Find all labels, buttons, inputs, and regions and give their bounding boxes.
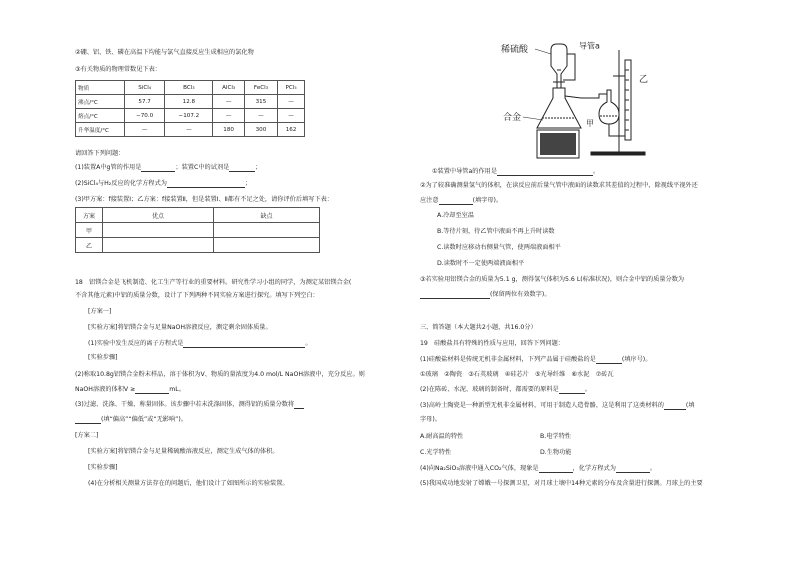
right-q2-a: ②为了较准确测量氢气的体积，在读反应前后量气管中液面的读数求其差值的过程中，除视线平视外还 [420,182,698,189]
question-19-1 [420,356,651,364]
right-q2-b-text: 应注意 [420,197,439,204]
table-cell: — [165,123,213,137]
separatory-funnel-icon [551,44,575,88]
plan-1-principle: [实验方案]将铝镁合金与足量NaOH溶液反应，测定剩余固体质量。 [88,324,272,331]
question-19-2-end: 。 [584,386,591,393]
table-cell: 180 [213,123,244,137]
table-cell: — [213,109,244,123]
plan-1-steps: [实验步骤] [88,354,118,361]
answer-blank[interactable] [616,466,650,473]
answer-blank[interactable] [664,403,686,410]
plan-2-steps: [实验步骤] [88,464,118,471]
plan-1-question-3-a [75,401,304,409]
table-header-cell: 方案 [76,208,103,223]
right-q3-b-text: (保留两位有效数字)。 [490,291,551,298]
plan-2-principle: [实验方案]将铝镁合金与足量稀硫酸溶液反应，测定生成气体的体积。 [88,448,279,455]
question-19-option-b: B.电学特性 [540,433,571,440]
label-yi: 乙 [639,75,649,85]
table-cell: 乙 [76,238,103,253]
plan-2-question-4: (4)在分析相关测量方法存在的问题后，他们设计了如图所示的实验装置。 [88,480,289,487]
question-19-4-mid: ，化学方程式为 [572,465,616,472]
plan-1-question-3-a-text: (3)过滤、洗涤、干燥、称量固体。该步骤中若未洗涤固体，测得铝的质量分数将 [75,401,295,408]
table-header-cell: 缺点 [214,208,320,223]
table-cell[interactable] [214,223,320,238]
answer-blank[interactable] [183,341,305,348]
table-header-cell: AlCl₃ [213,81,244,95]
question-19-2-text: (2)在陈砖、水泥、玻璃的制备时，都需要的原料是 [420,386,559,393]
item-3-text: ③有关物质的物理常数见下表： [75,66,161,73]
right-q1-end: 。 [593,168,600,175]
apparatus-diagram [495,40,665,168]
table-cell: 315 [244,95,277,109]
answer-blank[interactable] [559,387,585,394]
item-2-text: ②硼、铝、铁、磷在高温下均能与氯气直接反应生成相应的氯化物 [75,49,254,56]
table-cell: 甲 [76,223,103,238]
table-cell: 升华温度/°C [76,123,125,137]
answer-blank[interactable] [439,198,473,205]
table-cell[interactable] [103,238,214,253]
question-19-3-a-text: (3)高岭土陶瓷是一种新型无机非金属材料，可用于制造人造骨骼，这是利用了这类材料的 [420,402,664,409]
label-dilute-acid: 稀硫酸 [501,45,529,55]
heater-block-icon [537,130,579,158]
plan-1-question-1-end: 。 [305,340,312,347]
table-cell: — [278,95,305,109]
question-19-3-b-text: (填 [685,402,695,409]
table-header-cell: 优点 [103,208,214,223]
question-18-line-1: 18 铝镁合金是飞机制造、化工生产等行业的重要材料。研究性学习小组的同学，为测定某铝镁合金( [75,279,352,286]
question-19-3-a [420,402,695,410]
plan-1-question-2-unit: mL。 [169,386,185,393]
plan-1-question-3-b [75,416,187,424]
prompt-text: 请回答下列问题： [75,150,125,157]
question-19-1-end: (填序号)。 [621,356,652,363]
question-19-1-text: (1)硅酸盐材料是传统无机非金属材料，下列产品属于硅酸盐的是 [420,356,596,363]
table-cell: — [278,109,305,123]
answer-blank[interactable] [75,417,101,424]
question-2-end: ； [244,180,252,187]
table-cell: −107.2 [165,109,213,123]
question-19-options: ①玻璃 ②陶瓷 ③石英玻璃 ④硅芯片 ⑤光导纤维 ⑥水泥 ⑦砖瓦 [420,371,614,378]
table-header-row [76,81,305,95]
question-1-part-b: ；装置C中的试剂是 [175,164,230,171]
leveling-bulb-icon [599,90,621,136]
table-header-cell: BCl₃ [165,81,213,95]
question-19-4-text: (4)向Na₂SiO₃溶液中通入CO₂气体，现象是 [420,465,539,472]
answer-blank[interactable] [497,169,593,176]
evaluation-table [75,207,320,253]
table-cell: — [244,109,277,123]
table-row [76,95,305,109]
plan-1-question-1 [88,340,312,348]
question-19-3-c: 字母)。 [420,416,441,423]
question-1-part-a: (1)装置A中g管的作用是 [75,164,142,171]
answer-blank[interactable] [141,165,175,172]
table-cell: — [125,123,165,137]
answer-blank[interactable] [229,165,255,172]
table-row [76,109,305,123]
answer-blank[interactable] [420,292,490,299]
label-jia: 甲 [586,119,594,128]
right-q2-b-end: (填字母)。 [472,197,503,204]
label-conduit-a: 导管a [579,41,600,51]
table-cell: 12.8 [165,95,213,109]
right-q2-b [420,197,502,205]
question-1-end: ； [255,164,262,171]
table-cell: 熔点/°C [76,109,125,123]
answer-blank[interactable] [167,181,245,188]
question-19-option-c: C.光学特性 [420,449,452,456]
question-18-line-2: 不含其他元素)中铝的质量分数，设计了下列两种不同实验方案进行探究。填写下列空白： [75,292,319,299]
table-cell: 300 [244,123,277,137]
option-a: A.冷却至室温 [437,212,475,219]
question-19: 19 硅酸盐具有特殊的性质与应用，回答下列问题： [420,340,564,347]
table-header-cell: 物质 [76,81,125,95]
option-d: D.读数时不一定使两端液面相平 [437,260,525,267]
table-cell: 162 [278,123,305,137]
table-cell[interactable] [103,223,214,238]
option-c: C.读数时应移动右侧量气管，使两端液面相平 [437,244,561,251]
plan-1-question-3-b-text: (填“偏高”“偏低”或“无影响”)。 [101,416,187,423]
physical-constants-table [75,80,305,137]
table-cell: −70.0 [125,109,165,123]
table-cell: 57.7 [125,95,165,109]
table-header-cell: SiCl₄ [125,81,165,95]
table-cell[interactable] [214,238,320,253]
plan-1-question-2-b [75,386,185,394]
gas-burette-icon [621,60,631,140]
answer-blank[interactable] [596,357,622,364]
question-2 [75,180,251,188]
question-19-option-d: D.生物功能 [540,449,572,456]
answer-blank[interactable] [135,387,169,394]
plan-1-question-2-a: (2)称取10.8g铝镁合金粉末样品，溶于体积为V、物质的量浓度为4.0 mol/L NaOH溶液中，充分反应。则 [75,371,365,378]
label-alloy: 合金 [503,113,522,123]
option-b: B.等待片刻，待乙管中液面不再上升时读数 [437,228,555,235]
table-header-row [76,208,320,223]
question-19-4-end: 。 [649,465,657,472]
answer-blank[interactable] [539,466,573,473]
question-19-5: (5)我国成功地发射了嫦娥一号探测卫星，对月球土壤中14种元素的分布及含量进行探测。月球上的主要 [420,480,703,487]
table-row [76,123,305,137]
table-row [76,238,320,253]
question-2-text: (2)SiCl₄与H₂反应的化学方程式为 [75,180,167,187]
right-q3-b [420,291,551,299]
table-header-cell: FeCl₃ [244,81,277,95]
right-q3-a: ③若实验用铝镁合金的质量为5.1 g，测得氢气体积为5.6 L(标准状况)，则合金中铝的质量分数为 [420,276,685,283]
plan-1-question-2-b-text: NaOH溶液的体积V ≥ [75,386,136,393]
table-row [76,223,320,238]
question-1 [75,164,261,172]
question-19-4 [420,465,656,473]
plan-1-question-1-text: (1)实验中发生反应的离子方程式是 [88,340,184,347]
plan-1-heading: [方案一] [88,308,112,315]
answer-blank[interactable] [294,402,304,409]
right-q1-text: ①装置中导管a的作用是 [432,168,498,175]
section-heading: 三、简答题（本大题共2小题，共16.0分） [420,324,537,331]
table-cell: — [213,95,244,109]
question-19-option-a: A.耐高温的特性 [420,433,464,440]
right-q1 [432,168,599,176]
table-header-cell: PCl₅ [278,81,305,95]
ring-stand-icon [591,50,645,155]
table-cell: 沸点/°C [76,95,125,109]
question-3: (3)甲方案：f接装置Ⅰ；乙方案：f接装置Ⅱ，但是装置Ⅰ、Ⅱ都有不足之处，请你评价后填写下表： [75,196,333,203]
question-19-2 [420,386,591,394]
plan-2-heading: [方案二] [75,432,99,439]
